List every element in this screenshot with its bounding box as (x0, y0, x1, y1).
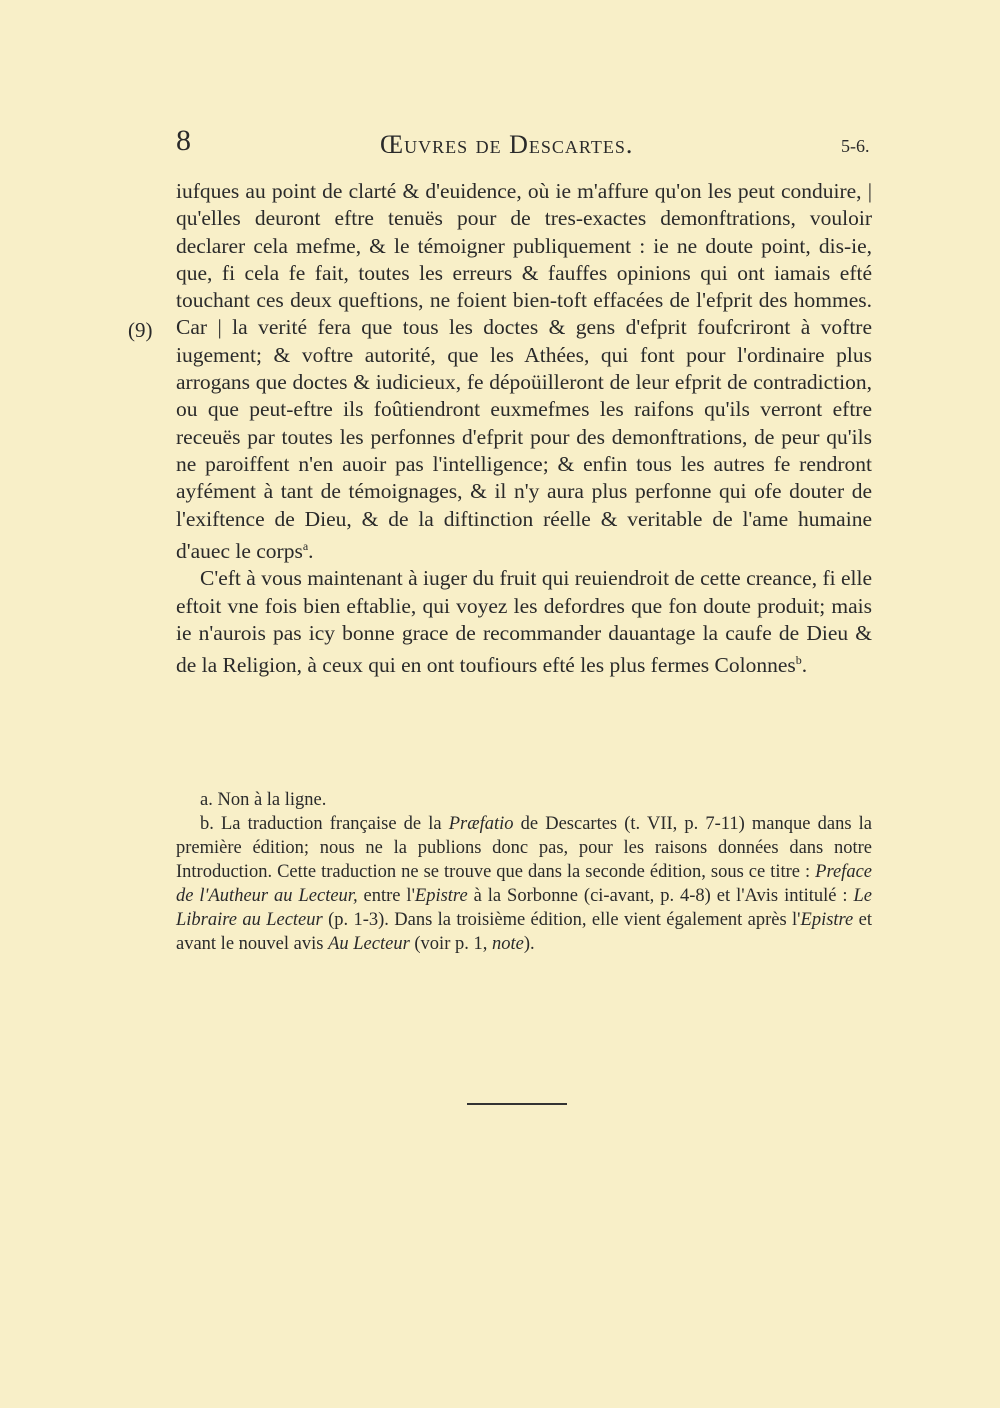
paragraph-2: C'eft à vous maintenant à iuger du fruit qui reuiendroit de cette creance, fi elle eftoit vne fois bien eftablie, qui voyez les defordres que fon doute produit; mais ie n'aurois pas icy bonne grace de recommander dauantage la caufe de Dieu & de la Religion, à ceux qui en ont toufiours efté les plus fermes Colonnes$^b$. (176, 566, 872, 678)
paragraph-1: iufques au point de clarté & d'euidence, où ie m'affure qu'on les peut conduire, | qu'elles deuront eftre tenuës pour de tres-exactes demonftrations, vouloir declarer cela mefme, & le témoigner publiquement : ie ne doute point, dis-ie, que, fi cela fe fait, toutes les erreurs & fauffes opinions qui ont iamais efté touchant ces deux queftions, ne foient bien-toft effacées de l'efprit des hommes. Car | la verité fera que tous les doctes & gens d'efprit foufcriront à voftre iugement; & voftre autorité, que les Athées, qui font pour l'ordinaire plus arrogans que doctes & iudicieux, fe dépoüilleront de leur efprit de contradiction, ou que peut-eftre ils foûtiendront euxmefmes les raifons qu'ils verront eftre receuës par toutes les perfonnes d'efprit pour des demonftrations, de peur qu'ils ne paroiffent n'en auoir pas l'intelligence; & enfin tous les autres fe rendront ayfément à tant de témoignages, & il n'y aura plus perfonne qui ofe douter de l'exiftence de Dieu, & de la diftinction réelle & veritable de l'ame humaine d'auec le corps$^a$. (176, 179, 872, 564)
footnote-b: b. La traduction française de la Præfatio de Descartes (t. VII, p. 7-11) manque dans la première édition; nous ne la publions donc pas, pour les raisons données dans notre Introduction. Cette traduction ne se trouve que dans la seconde édition, sous ce titre : Preface de l'Autheur au Lecteur, entre l'Epistre à la Sorbonne (ci-avant, p. 4-8) et l'Avis intitulé : Le Libraire au Lecteur (p. 1-3). Dans la troisième édition, elle vient également après l'Epistre et avant le nouvel avis Au Lecteur (voir p. 1, note). (176, 814, 872, 954)
page-number: 8 (176, 124, 191, 157)
margin-page-note: (9) (128, 318, 153, 342)
running-title: Œuvres de Descartes. (380, 130, 634, 159)
page-reference: 5-6. (841, 136, 870, 156)
footnotes (176, 788, 872, 956)
footnote-ref-a: a (302, 538, 309, 553)
footnote-ref-b: b (795, 653, 802, 668)
main-text (176, 178, 872, 680)
end-rule (467, 1103, 567, 1105)
footnote-a: a. Non à la ligne. (200, 790, 327, 810)
page-header (0, 122, 1000, 162)
